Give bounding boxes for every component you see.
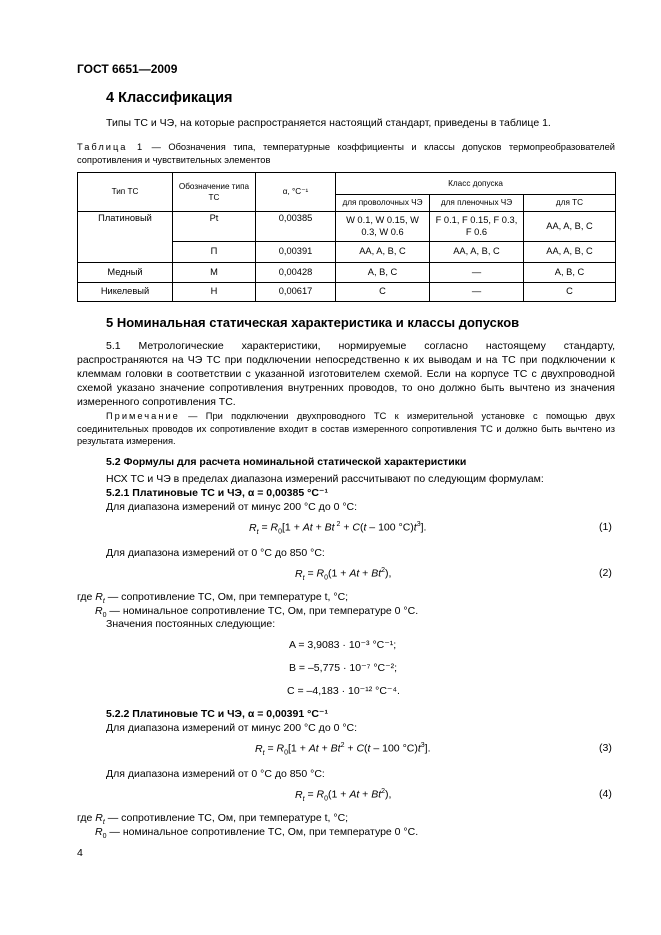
range-negative-1: Для диапазона измерений от минус 200 °C до 0 °C: <box>106 501 358 513</box>
col-type-header: Тип ТС <box>78 173 173 212</box>
col-alpha-header: α, °C⁻¹ <box>256 173 336 212</box>
where-r0-text: — номинальное сопротивление ТС, Ом, при температуре 0 °C. <box>109 605 419 617</box>
section-5-2-1-title: 5.2.1 Платиновые ТС и ЧЭ, α = 0,00385 °C⁻¹ <box>106 487 328 499</box>
cell-alpha: 0,00385 <box>256 212 336 242</box>
note <box>77 410 615 448</box>
note-text: — При подключении двухпроводного ТС к измерительной установке с помощью двух соединительных проводов их сопротивление входит в состав измеренного сопротивления ТС и должно быть вычтено из результата измерения. <box>77 411 615 446</box>
cell-designation: П <box>173 242 256 263</box>
col-wire-header: для проволочных ЧЭ <box>336 195 430 212</box>
col-film-header: для пленочных ЧЭ <box>430 195 524 212</box>
cell-film: — <box>430 263 524 283</box>
cell-ts: AA, A, B, C <box>524 212 616 242</box>
cell-ts: AA, A, B, C <box>524 242 616 263</box>
col-class-header: Класс допуска <box>336 173 616 195</box>
formula-1: $R_t = R_0[1 + At + Bt$ $^2$ + C(t – 100 $^\circ C)t^3$]. <box>249 521 427 536</box>
cell-wire: AA, A, B, C <box>336 242 430 263</box>
cell-wire: C <box>336 283 430 302</box>
range-negative-2: Для диапазона измерений от минус 200 °C до 0 °C: <box>106 722 358 734</box>
page-number: 4 <box>77 847 83 859</box>
formula-2: $R_t = R_0(1 + At + Bt^2)$, <box>295 567 392 582</box>
cell-wire: W 0.1, W 0.15, W 0.3, W 0.6 <box>336 212 430 242</box>
section-5-2-2-title: 5.2.2 Платиновые ТС и ЧЭ, α = 0,00391 °C⁻¹ <box>106 708 328 720</box>
range-positive-2: Для диапазона измерений от 0 °C до 850 °C: <box>106 768 325 780</box>
formula-4: $R_t = R_0(1 + At + Bt^2)$, <box>295 788 392 803</box>
cell-alpha: 0,00428 <box>256 263 336 283</box>
equation-number-4: (4) <box>599 788 612 800</box>
cell-ts: A, B, C <box>524 263 616 283</box>
constants-intro: Значения постоянных следующие: <box>106 618 276 630</box>
section-4-intro: Типы ТС и ЧЭ, на которые распространяется настоящий стандарт, приведены в таблице 1. <box>106 117 551 129</box>
constant-c: C = –4,183 · 10⁻¹² °C⁻⁴. <box>287 685 400 697</box>
where-rt-text: — сопротивление ТС, Ом, при температуре t, °C; <box>107 591 349 603</box>
cell-alpha: 0,00617 <box>256 283 336 302</box>
cell-alpha: 0,00391 <box>256 242 336 263</box>
paragraph-5-1: 5.1 Метрологические характеристики, нормируемые согласно настоящему стандарту, распространяются на ЧЭ ТС при подключении непосредственно к их выводам и на ТС при подключении к клеммам головки в соответствии с указанной изготовителем схемой. Если на корпусе ТС с двухпроводной схемой указано значение сопротивления внутренних проводов, то оно должно быть вычтено из значения измеренного сопротивления ТС. <box>77 340 615 408</box>
cell-film: F 0.1, F 0.15, F 0.3, F 0.6 <box>430 212 524 242</box>
equation-number-1: (1) <box>599 521 612 533</box>
where-r0-2: $R_0$ — номинальное сопротивление ТС, Ом, при температуре 0 °C. <box>95 826 419 841</box>
equation-number-3: (3) <box>599 742 612 754</box>
cell-ts: C <box>524 283 616 302</box>
section-4-title: 4 Классификация <box>106 90 233 106</box>
table-row <box>78 263 616 283</box>
where-prefix: где <box>77 591 93 603</box>
section-5-title: 5 Номинальная статическая характеристика и классы допусков <box>106 315 520 330</box>
section-5-2-title: 5.2 Формулы для расчета номинальной статической характеристики <box>106 456 467 468</box>
table-1 <box>77 172 616 302</box>
table-1-caption-text: — Обозначения типа, температурные коэффициенты и классы допусков термопреобразователей сопротивления и чувствительных элементов <box>77 142 615 165</box>
table-row <box>78 212 616 242</box>
constant-a: A = 3,9083 · 10⁻³ °C⁻¹; <box>289 639 397 651</box>
note-label: Примечание <box>106 411 180 421</box>
cell-type: Платиновый <box>78 212 173 263</box>
where-prefix: где <box>77 812 93 824</box>
where-rt-2: где $R_t$ — сопротивление ТС, Ом, при температуре t, °C; <box>77 812 349 827</box>
where-r0-1: $R_0$ — номинальное сопротивление ТС, Ом, при температуре 0 °C. <box>95 605 419 620</box>
cell-designation: М <box>173 263 256 283</box>
cell-type: Медный <box>78 263 173 283</box>
document-header: ГОСТ 6651—2009 <box>77 62 178 76</box>
cell-wire: A, B, C <box>336 263 430 283</box>
cell-film: — <box>430 283 524 302</box>
table-1-caption <box>77 141 615 166</box>
cell-designation: Pt <box>173 212 256 242</box>
table-row <box>78 283 616 302</box>
where-rt-text: — сопротивление ТС, Ом, при температуре t, °C; <box>107 812 349 824</box>
cell-designation: Н <box>173 283 256 302</box>
col-ts-header: для ТС <box>524 195 616 212</box>
cell-type: Никелевый <box>78 283 173 302</box>
section-5-2-text: НСХ ТС и ЧЭ в пределах диапазона измерений рассчитывают по следующим формулам: <box>106 473 544 485</box>
constant-b: B = –5,775 · 10⁻⁷ °C⁻²; <box>289 662 398 674</box>
col-designation-header: Обозначение типа ТС <box>173 173 256 212</box>
where-r0-text: — номинальное сопротивление ТС, Ом, при температуре 0 °C. <box>109 826 419 838</box>
range-positive-1: Для диапазона измерений от 0 °C до 850 °C: <box>106 547 325 559</box>
where-rt-1: где $R_t$ — сопротивление ТС, Ом, при температуре t, °C; <box>77 591 349 606</box>
table-1-label: Таблица 1 <box>77 142 145 152</box>
equation-number-2: (2) <box>599 567 612 579</box>
formula-3: $R_t = R_0[1 + At + Bt^2 + C(t - 100$ $^\circ C)t^3$]. <box>255 742 431 757</box>
cell-film: AA, A, B, C <box>430 242 524 263</box>
